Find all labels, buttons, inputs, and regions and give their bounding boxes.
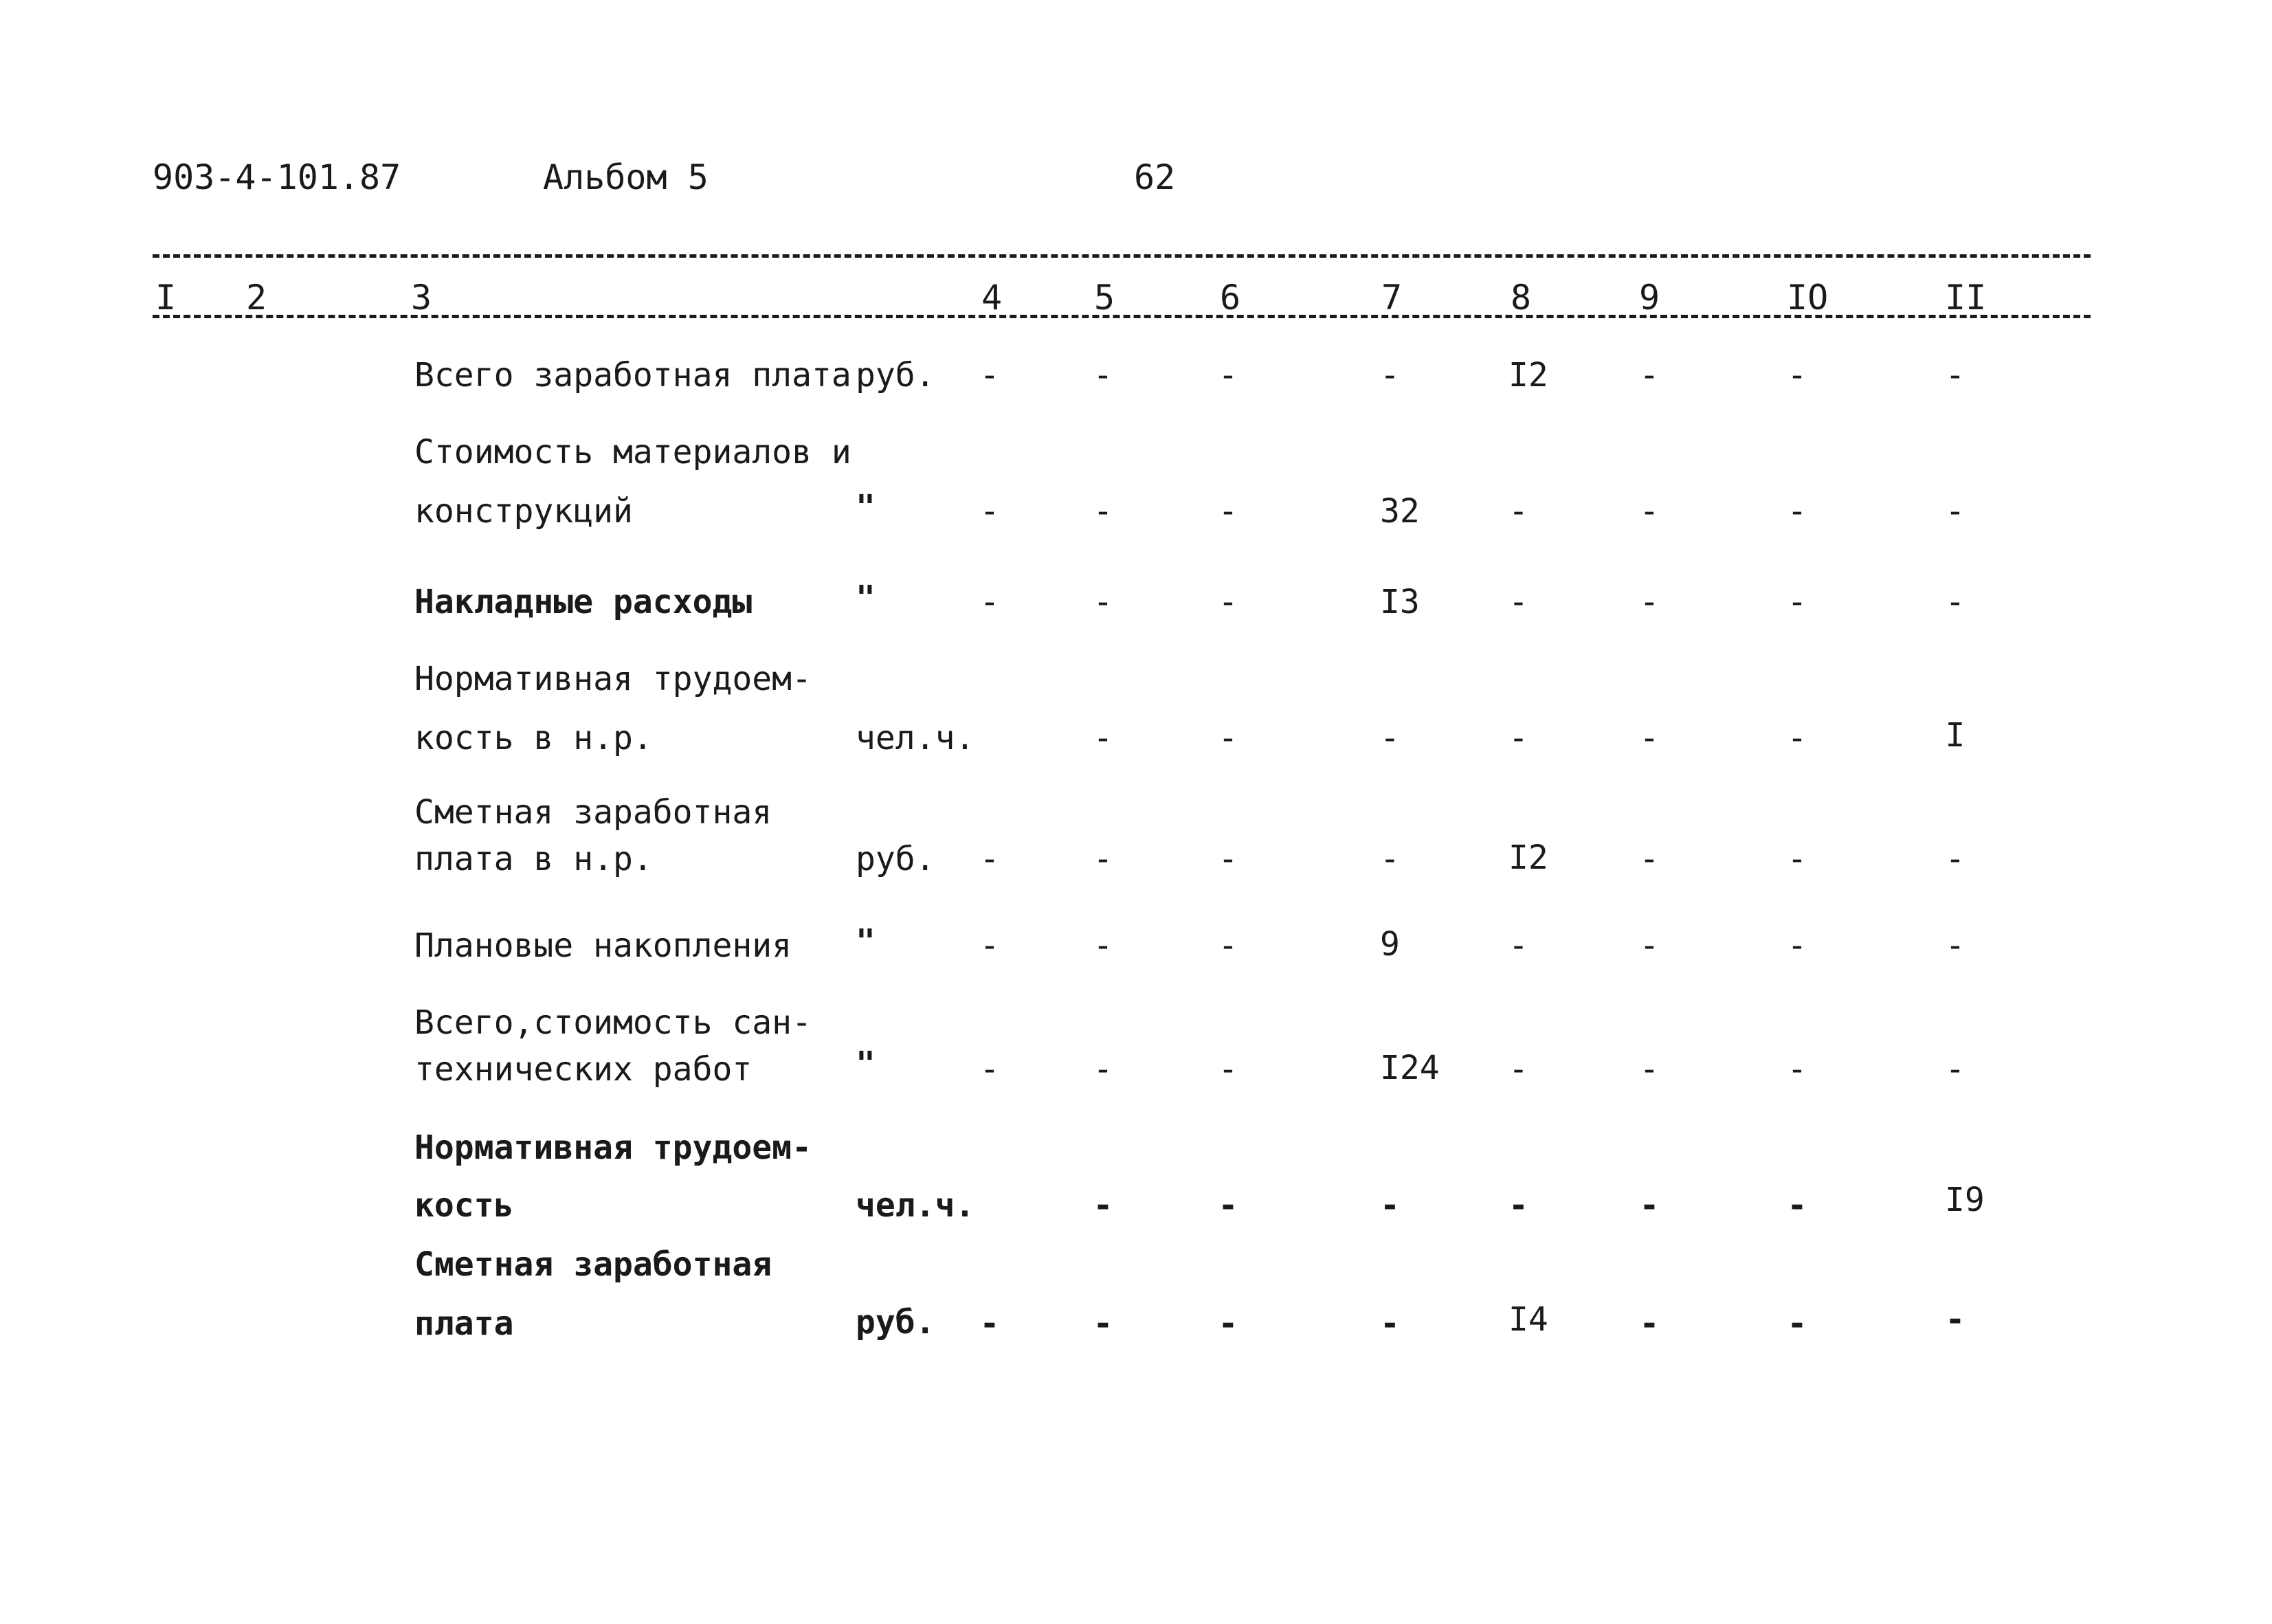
column-number: 3 xyxy=(411,278,432,318)
cell-col6: - xyxy=(1218,719,1238,757)
cell-col8: - xyxy=(1508,1050,1528,1089)
cell-col10: - xyxy=(1787,356,1807,394)
row-label-line: Всего,стоимость сан- xyxy=(414,1003,812,1042)
cell-col6: - xyxy=(1218,1186,1238,1225)
column-number: IO xyxy=(1787,278,1829,318)
cell-col8: - xyxy=(1508,492,1528,531)
cell-col7: I3 xyxy=(1380,583,1420,621)
cell-col7: 32 xyxy=(1380,492,1420,531)
cell-col10: - xyxy=(1787,840,1807,878)
cell-col9: - xyxy=(1639,583,1660,621)
cell-col8: I2 xyxy=(1508,356,1548,394)
cell-col6: - xyxy=(1218,492,1238,531)
cell-col5: - xyxy=(1093,840,1113,878)
column-number: 8 xyxy=(1511,278,1532,318)
table-header-rule xyxy=(153,315,2091,318)
cell-col11: I9 xyxy=(1945,1181,1985,1219)
cell-col11: - xyxy=(1945,1300,1965,1339)
cell-col10: - xyxy=(1787,1050,1807,1089)
cell-col6: - xyxy=(1218,1050,1238,1089)
cell-col8: - xyxy=(1508,1186,1528,1225)
cell-col11: - xyxy=(1945,583,1965,621)
cell-col11: - xyxy=(1945,356,1965,394)
cell-col7: - xyxy=(1380,719,1400,757)
cell-col4: - xyxy=(979,840,1000,878)
row-label-line: Всего заработная плата xyxy=(414,356,851,394)
cell-col9: - xyxy=(1639,1186,1660,1225)
row-label-line: плата xyxy=(414,1304,514,1343)
cell-col6: - xyxy=(1218,840,1238,878)
row-label-line: Стоимость материалов и xyxy=(414,433,851,471)
cell-col10: - xyxy=(1787,1186,1807,1225)
cell-col9: - xyxy=(1639,1304,1660,1343)
cell-col9: - xyxy=(1639,492,1660,531)
column-number: 9 xyxy=(1639,278,1660,318)
cell-col4: - xyxy=(979,1304,1000,1343)
column-number: 2 xyxy=(246,278,267,318)
cell-col7: - xyxy=(1380,1186,1400,1225)
cell-col11: - xyxy=(1945,926,1965,965)
row-label-line: Плановые накопления xyxy=(414,926,792,965)
cell-col7: - xyxy=(1380,840,1400,878)
cell-col5: - xyxy=(1093,583,1113,621)
cell-col11: - xyxy=(1945,840,1965,878)
cell-col4: - xyxy=(979,926,1000,965)
row-unit: руб. xyxy=(856,1303,935,1342)
cell-col10: - xyxy=(1787,1304,1807,1343)
cell-col4: - xyxy=(979,1050,1000,1089)
cell-col5: - xyxy=(1093,1050,1113,1089)
cell-col10: - xyxy=(1787,492,1807,531)
cell-col11: - xyxy=(1945,492,1965,531)
cell-col5: - xyxy=(1093,356,1113,394)
row-label-line: кость в н.р. xyxy=(414,719,653,757)
row-unit: чел.ч. xyxy=(856,1186,975,1225)
row-label-line: Нормативная трудоем- xyxy=(414,1128,812,1167)
cell-col4: - xyxy=(979,583,1000,621)
column-number: 7 xyxy=(1381,278,1403,318)
cell-col9: - xyxy=(1639,719,1660,757)
row-unit: " xyxy=(856,1045,876,1083)
cell-col6: - xyxy=(1218,1304,1238,1343)
cell-col11: - xyxy=(1945,1050,1965,1089)
cell-col5: - xyxy=(1093,1304,1113,1343)
cell-col6: - xyxy=(1218,926,1238,965)
cell-col7: 9 xyxy=(1380,925,1400,964)
cell-col4: - xyxy=(979,356,1000,394)
row-unit: " xyxy=(856,922,876,961)
column-number: 4 xyxy=(981,278,1003,318)
row-unit: руб. xyxy=(856,840,935,878)
cell-col8: I4 xyxy=(1508,1300,1548,1339)
cell-col10: - xyxy=(1787,583,1807,621)
cell-col9: - xyxy=(1639,840,1660,878)
cell-col9: - xyxy=(1639,1050,1660,1089)
row-label-line: Сметная заработная xyxy=(414,793,772,832)
cell-col7: I24 xyxy=(1380,1049,1440,1087)
page-number: 62 xyxy=(1134,157,1176,197)
album-label: Альбом 5 xyxy=(543,157,709,197)
column-number: 6 xyxy=(1220,278,1241,318)
cell-col8: - xyxy=(1508,719,1528,757)
cell-col7: - xyxy=(1380,1304,1400,1343)
document-code: 903-4-101.87 xyxy=(153,157,401,197)
row-unit: " xyxy=(856,579,876,617)
row-unit: руб. xyxy=(856,356,935,394)
row-label-line: Нормативная трудоем- xyxy=(414,660,812,698)
cell-col5: - xyxy=(1093,926,1113,965)
row-label-line: технических работ xyxy=(414,1050,753,1089)
cell-col6: - xyxy=(1218,583,1238,621)
cell-col11: I xyxy=(1945,716,1965,755)
row-unit: чел.ч. xyxy=(856,719,975,757)
cell-col4: - xyxy=(979,492,1000,531)
cell-col10: - xyxy=(1787,719,1807,757)
row-label-line: кость xyxy=(414,1186,514,1225)
cell-col5: - xyxy=(1093,719,1113,757)
row-unit: " xyxy=(856,488,876,526)
column-number: 5 xyxy=(1094,278,1115,318)
cell-col9: - xyxy=(1639,356,1660,394)
cell-col9: - xyxy=(1639,926,1660,965)
cell-col5: - xyxy=(1093,492,1113,531)
cell-col8: - xyxy=(1508,926,1528,965)
row-label-line: конструкций xyxy=(414,492,633,531)
cell-col10: - xyxy=(1787,926,1807,965)
row-label-line: Накладные расходы xyxy=(414,583,753,621)
cell-col8: - xyxy=(1508,583,1528,621)
column-number: I xyxy=(155,278,177,318)
cell-col6: - xyxy=(1218,356,1238,394)
table-top-rule xyxy=(153,254,2091,258)
column-number: II xyxy=(1945,278,1987,318)
cell-col8: I2 xyxy=(1508,838,1548,877)
row-label-line: Сметная заработная xyxy=(414,1245,772,1284)
cell-col7: - xyxy=(1380,356,1400,394)
cell-col5: - xyxy=(1093,1186,1113,1225)
row-label-line: плата в н.р. xyxy=(414,840,653,878)
